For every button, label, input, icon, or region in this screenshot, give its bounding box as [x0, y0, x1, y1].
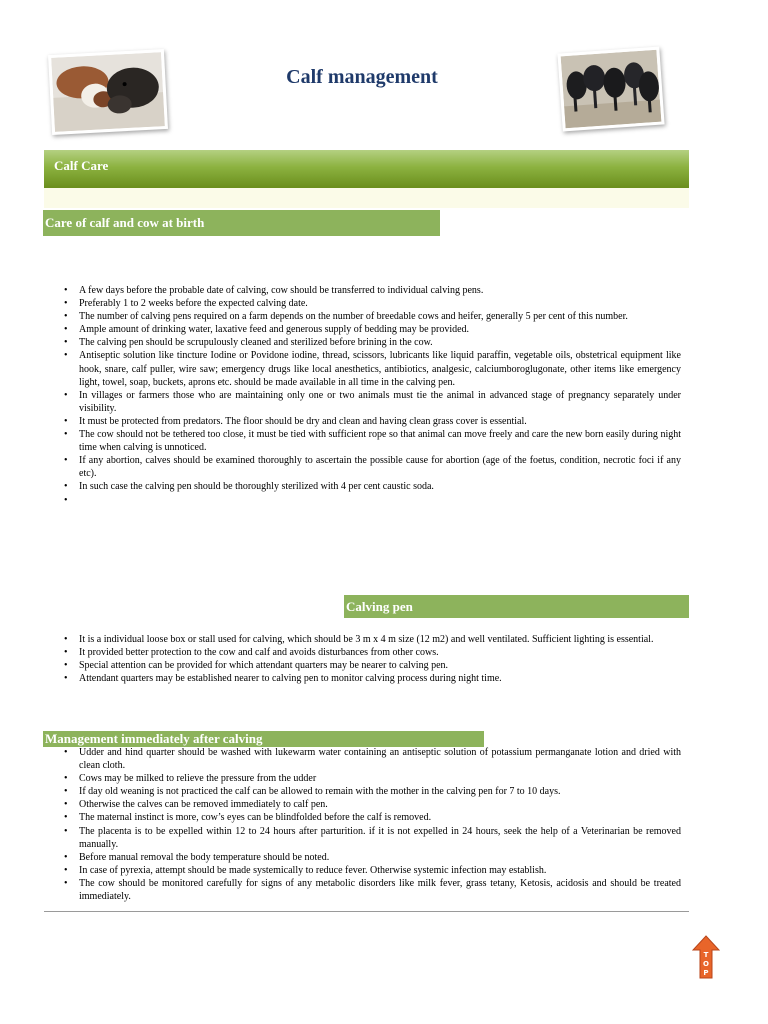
- list-item: • If day old weaning is not practiced the calf can be allowed to remain with the mother in the calving pen for 7 to 10 days.: [44, 785, 681, 798]
- list-item: • It provided better protection to the cow and calf and avoids disturbances from other cows.: [44, 646, 681, 659]
- list-item-empty: [44, 494, 681, 507]
- list-item: • In such case the calving pen should be thoroughly sterilized with 4 per cent caustic soda.: [44, 480, 681, 493]
- list-item: • A few days before the probable date of calving, cow should be transferred to individual calving pens.: [44, 284, 681, 297]
- top-letter-t: T: [703, 951, 709, 959]
- list-item: • Otherwise the calves can be removed immediately to calf pen.: [44, 798, 681, 811]
- list-item: • Before manual removal the body temperature should be noted.: [44, 851, 681, 864]
- list-item: • Udder and hind quarter should be washed with lukewarm water containing an antiseptic solution of potassium permanganate lotion and dried with clean cloth.: [44, 746, 681, 772]
- heading-care-at-birth: Care of calf and cow at birth: [43, 210, 440, 236]
- section-header-band: [44, 188, 689, 208]
- list-item: • Ample amount of drinking water, laxative feed and generous supply of bedding may be provided.: [44, 323, 681, 336]
- list-item: • The maternal instinct is more, cow’s eyes can be blindfolded before the calf is removed.: [44, 811, 681, 824]
- after-calving-list: [44, 746, 681, 903]
- list-item: • Antiseptic solution like tincture Iodine or Povidone iodine, thread, scissors, lubricants like liquid paraffin, vegetable oils, obstetrical equipment like hook, snare, calf puller, wire saw; emergency drugs like local anesthetics, antibiotics, analgesic, calciumboroglugonate, other items like emergency light, towel, soap, buckets, aprons etc. should be made available in all time in the calving pen.: [44, 349, 681, 388]
- calving-pen-list: [44, 633, 681, 685]
- list-item: • The cow should not be tethered too close, it must be tied with sufficient rope so that animal can move freely and care the new born easily during night time when calving is unnoticed.: [44, 428, 681, 454]
- list-item: • The cow should be monitored carefully for signs of any metabolic disorders like milk fever, grass tetany, Ketosis, acidosis and should be treated immediately.: [44, 877, 681, 903]
- list-item: • The number of calving pens required on a farm depends on the number of breedable cows and heifer, generally 5 per cent of this number.: [44, 310, 681, 323]
- heading-after-calving: Management immediately after calving: [43, 731, 484, 747]
- list-item: • The placenta is to be expelled within 12 to 24 hours after parturition. if it is not expelled in 24 hours, seek the help of a Veterinarian be removed manually.: [44, 825, 681, 851]
- page-title: Calf management: [286, 66, 438, 88]
- list-item: • Special attention can be provided for which attendant quarters may be nearer to calving pen.: [44, 659, 681, 672]
- list-item: • It must be protected from predators. The floor should be dry and clean and having clean grass cover is essential.: [44, 415, 681, 428]
- section-label: Calf Care: [54, 158, 109, 173]
- section-header-bar: [44, 150, 689, 188]
- back-to-top-button[interactable]: [692, 935, 720, 979]
- list-item: • In villages or farmers those who are maintaining only one or two animals must tie the animal in advanced stage of pregnancy separately under visibility.: [44, 389, 681, 415]
- birth-care-list: [44, 284, 681, 507]
- heading-calving-pen: Calving pen: [344, 595, 689, 618]
- calves-group-photo: [557, 47, 664, 132]
- calf-and-cow-photo: [48, 49, 168, 135]
- horizontal-divider: [44, 911, 689, 912]
- list-item: • Cows may be milked to relieve the pressure from the udder: [44, 772, 681, 785]
- list-item: • If any abortion, calves should be examined thoroughly to ascertain the possible cause for abortion (age of the foetus, condition, necrotic foci if any etc).: [44, 454, 681, 480]
- top-letter-o: O: [703, 960, 709, 968]
- list-item: • In case of pyrexia, attempt should be made systemically to reduce fever. Otherwise systemic infection may establish.: [44, 864, 681, 877]
- list-item: • Preferably 1 to 2 weeks before the expected calving date.: [44, 297, 681, 310]
- top-letter-p: P: [703, 969, 709, 977]
- list-item: • The calving pen should be scrupulously cleaned and sterilized before brining in the cow.: [44, 336, 681, 349]
- list-item: • It is a individual loose box or stall used for calving, which should be 3 m x 4 m size (12 m2) and well ventilated. Sufficient lighting is essential.: [44, 633, 681, 646]
- arrow-up-icon: [692, 935, 720, 979]
- list-item: • Attendant quarters may be established nearer to calving pen to monitor calving process during night time.: [44, 672, 681, 685]
